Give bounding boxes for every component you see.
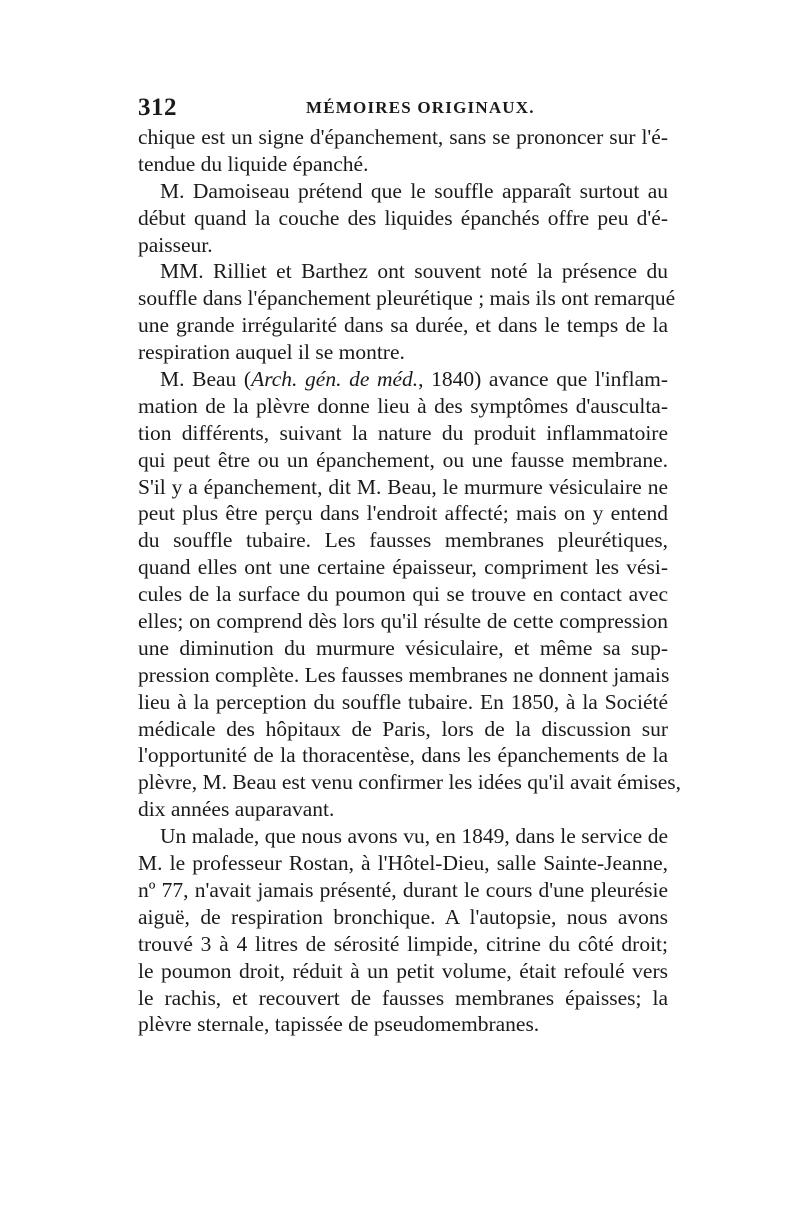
text-line: paisseur. (138, 232, 213, 257)
text-line: aiguë, de respiration bronchique. A l'autopsie, nous avons (138, 904, 668, 929)
text-line: début quand la couche des liquides épanchés offre peu d'é- (138, 205, 668, 230)
citation-prefix: M. Beau ( (160, 367, 252, 392)
text-line: S'il y a épanchement, dit M. Beau, le murmure vésiculaire ne (138, 474, 668, 499)
text-line: dix années auparavant. (138, 797, 335, 822)
page-number: 312 (138, 94, 177, 121)
text-line: l'opportunité de la thoracentèse, dans les épanchements de la (138, 743, 668, 768)
text-line: une diminution du murmure vésiculaire, et même sa sup- (138, 635, 668, 660)
text-line: souffle dans l'épanchement pleurétique ; mais ils ont remarqué (138, 286, 676, 311)
text-line: trouvé 3 à 4 litres de sérosité limpide, citrine du côté droit; (138, 931, 668, 956)
text-line: tion différents, suivant la nature du produit inflammatoire (138, 420, 668, 445)
paragraph-start-line: MM. Rilliet et Barthez ont souvent noté la présence du (160, 259, 668, 284)
text-line: pression complète. Les fausses membranes ne donnent jamais (138, 662, 670, 687)
text-line: plèvre sternale, tapissée de pseudomembranes. (138, 1012, 540, 1037)
text-line: tendue du liquide épanché. (138, 151, 369, 176)
journal-citation: Arch. gén. de méd. (251, 367, 419, 392)
text-line: une grande irrégularité dans sa durée, et dans le temps de la (138, 313, 668, 338)
running-head: MÉMOIRES ORIGINAUX. (306, 98, 535, 117)
text-line: mation de la plèvre donne lieu à des symptômes d'ausculta- (138, 393, 668, 418)
text-line: M. le professeur Rostan, à l'Hôtel-Dieu, salle Sainte-Jeanne, (138, 851, 668, 876)
text-line: plèvre, M. Beau est venu confirmer les idées qu'il avait émises, (138, 770, 682, 795)
paragraph-start-line: M. Damoiseau prétend que le souffle apparaît surtout au (160, 178, 668, 203)
text-line: respiration auquel il se montre. (138, 340, 405, 365)
text-line: du souffle tubaire. Les fausses membranes pleurétiques, (138, 528, 668, 553)
text-line: le poumon droit, réduit à un petit volume, était refoulé vers (138, 958, 668, 983)
text-line: quand elles ont une certaine épaisseur, compriment les vési- (138, 555, 668, 580)
text-line: chique est un signe d'épanchement, sans se prononcer sur l'é- (138, 125, 668, 149)
text-line: peut plus être perçu dans l'endroit affecté; mais on y entend (138, 501, 668, 526)
paragraph-start-line: Un malade, que nous avons vu, en 1849, dans le service de (160, 824, 668, 849)
page-header (138, 94, 668, 126)
text-line: médicale des hôpitaux de Paris, lors de la discussion sur (138, 716, 668, 741)
paragraph-start-line (138, 366, 668, 393)
text-line: lieu à la perception du souffle tubaire. En 1850, à la Société (138, 689, 668, 714)
text-line: le rachis, et recouvert de fausses membranes épaisses; la (138, 985, 668, 1010)
text-line: cules de la surface du poumon qui se trouve en contact avec (138, 582, 668, 607)
citation-suffix: , 1840) avance que l'inflam- (418, 367, 668, 392)
text-line: nº 77, n'avait jamais présenté, durant le cours d'une pleurésie (138, 877, 668, 902)
body-text (138, 124, 682, 1038)
text-line: elles; on comprend dès lors qu'il résulte de cette compression (138, 609, 668, 634)
text-line: qui peut être ou un épanchement, ou une fausse membrane. (138, 447, 668, 472)
